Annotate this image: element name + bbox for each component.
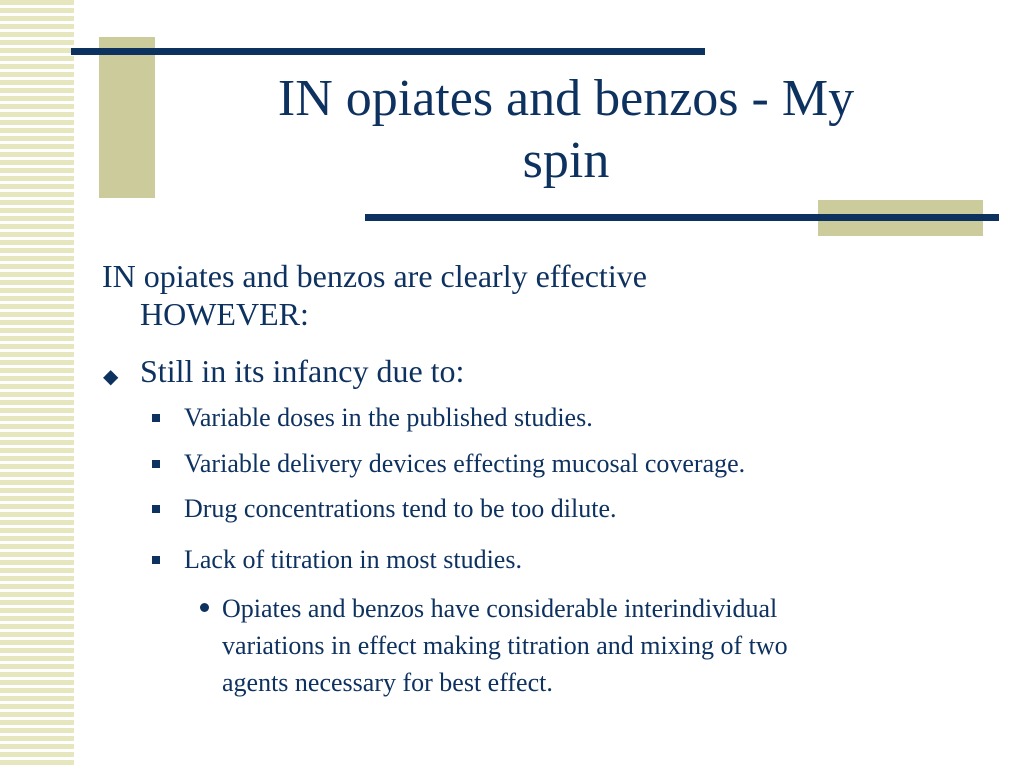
bullet-level3-line: Opiates and benzos have considerable interindividual <box>222 594 778 623</box>
square-bullet-icon <box>152 505 160 513</box>
bullet-level1-text: Still in its infancy due to: <box>140 353 465 389</box>
list-item-text: Drug concentrations tend to be too dilute. <box>184 494 617 523</box>
bottom-accent-line <box>365 214 999 221</box>
intro-line: HOWEVER: <box>140 296 309 332</box>
square-bullet-icon <box>152 414 160 422</box>
list-item-text: Variable doses in the published studies. <box>184 403 593 432</box>
slide-title-line: spin <box>522 132 610 189</box>
left-accent-block <box>99 37 155 198</box>
bullet-level3-text <box>222 590 982 701</box>
top-accent-line <box>71 48 705 55</box>
intro-line: IN opiates and benzos are clearly effective <box>102 258 647 294</box>
slide-title-line: IN opiates and benzos - My <box>277 70 855 127</box>
slide-title <box>196 68 936 192</box>
list-item-text: Variable delivery devices effecting mucosal coverage. <box>184 449 746 478</box>
bullet-level3-line: agents necessary for best effect. <box>222 668 553 697</box>
bullet-level3-line: variations in effect making titration and mixing of two <box>222 631 788 660</box>
striped-sidebar-decoration <box>0 0 74 768</box>
square-bullet-icon <box>152 460 160 468</box>
square-bullet-icon <box>152 556 160 564</box>
diamond-bullet-icon: ◆ <box>103 366 119 388</box>
list-item-text: Lack of titration in most studies. <box>184 545 522 574</box>
intro-paragraph <box>102 257 862 333</box>
round-bullet-icon <box>200 603 209 612</box>
